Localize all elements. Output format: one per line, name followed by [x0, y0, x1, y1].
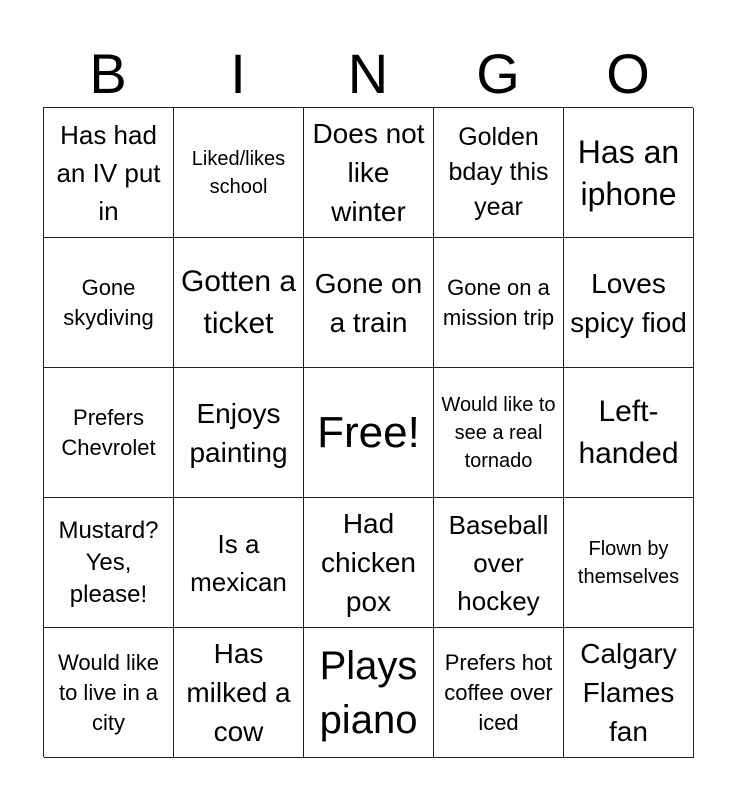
bingo-cell-text: Loves spicy fiod: [570, 267, 687, 338]
header-letter-o: O: [606, 42, 650, 105]
bingo-cell-text: Gone skydiving: [63, 274, 154, 330]
bingo-cell[interactable]: [174, 498, 304, 628]
bingo-cell[interactable]: [174, 108, 304, 238]
bingo-cell[interactable]: [174, 368, 304, 498]
free-space-text: Free!: [317, 407, 420, 457]
bingo-cell[interactable]: [44, 498, 174, 628]
header-letter-i: I: [230, 42, 246, 105]
bingo-cell-text: Liked/likes school: [191, 147, 286, 198]
bingo-cell-text: Golden bday this year: [448, 123, 549, 221]
bingo-cell[interactable]: [434, 108, 564, 238]
bingo-cell[interactable]: [304, 628, 434, 758]
bingo-cell[interactable]: [434, 368, 564, 498]
bingo-cell[interactable]: [44, 628, 174, 758]
bingo-cell[interactable]: [174, 238, 304, 368]
bingo-cell[interactable]: [434, 498, 564, 628]
bingo-cell-text: Enjoys painting: [189, 397, 288, 468]
bingo-cell-text: Baseball over hockey: [448, 509, 549, 616]
bingo-cell[interactable]: [434, 628, 564, 758]
bingo-cell[interactable]: [44, 108, 174, 238]
bingo-cell-text: Left-handed: [578, 394, 679, 470]
bingo-cell[interactable]: [564, 498, 694, 628]
bingo-cell[interactable]: [174, 628, 304, 758]
bingo-cell[interactable]: [564, 238, 694, 368]
bingo-cell[interactable]: [304, 498, 434, 628]
bingo-cell-text: Prefers Chevrolet: [61, 404, 156, 460]
bingo-cell-text: Does not like winter: [312, 118, 425, 227]
bingo-cell[interactable]: [304, 108, 434, 238]
bingo-card-grid: [43, 107, 693, 757]
bingo-cell-text: Is a mexican: [190, 528, 287, 597]
bingo-cell-text: Has milked a cow: [186, 638, 291, 747]
bingo-cell-text: Has an iphone: [577, 133, 680, 212]
bingo-cell-text: Gotten a ticket: [180, 264, 297, 340]
bingo-cell-text: Calgary Flames fan: [580, 638, 677, 747]
bingo-cell[interactable]: [44, 238, 174, 368]
bingo-cell-text: Would like to see a real tornado: [441, 393, 556, 472]
bingo-cell[interactable]: [434, 238, 564, 368]
bingo-header: [43, 40, 693, 108]
bingo-cell-text: Had chicken pox: [321, 508, 416, 617]
bingo-cell-text: Gone on a train: [314, 267, 423, 338]
header-letter-b: B: [89, 42, 127, 105]
bingo-cell[interactable]: [44, 368, 174, 498]
bingo-cell-text: Has had an IV put in: [56, 119, 161, 226]
free-space-cell[interactable]: [304, 368, 434, 498]
bingo-cell[interactable]: [564, 368, 694, 498]
bingo-cell-text: Prefers hot coffee over iced: [444, 649, 553, 735]
bingo-cell-text: Flown by themselves: [577, 537, 680, 588]
bingo-cell[interactable]: [564, 628, 694, 758]
bingo-cell-text: Plays piano: [319, 643, 418, 742]
bingo-cell-text: Would like to live in a city: [57, 649, 160, 735]
bingo-cell-text: Mustard? Yes, please!: [58, 516, 159, 608]
header-letter-g: G: [476, 42, 520, 105]
bingo-cell-text: Gone on a mission trip: [442, 274, 555, 330]
bingo-cell[interactable]: [564, 108, 694, 238]
bingo-cell[interactable]: [304, 238, 434, 368]
header-letter-n: N: [347, 42, 389, 105]
